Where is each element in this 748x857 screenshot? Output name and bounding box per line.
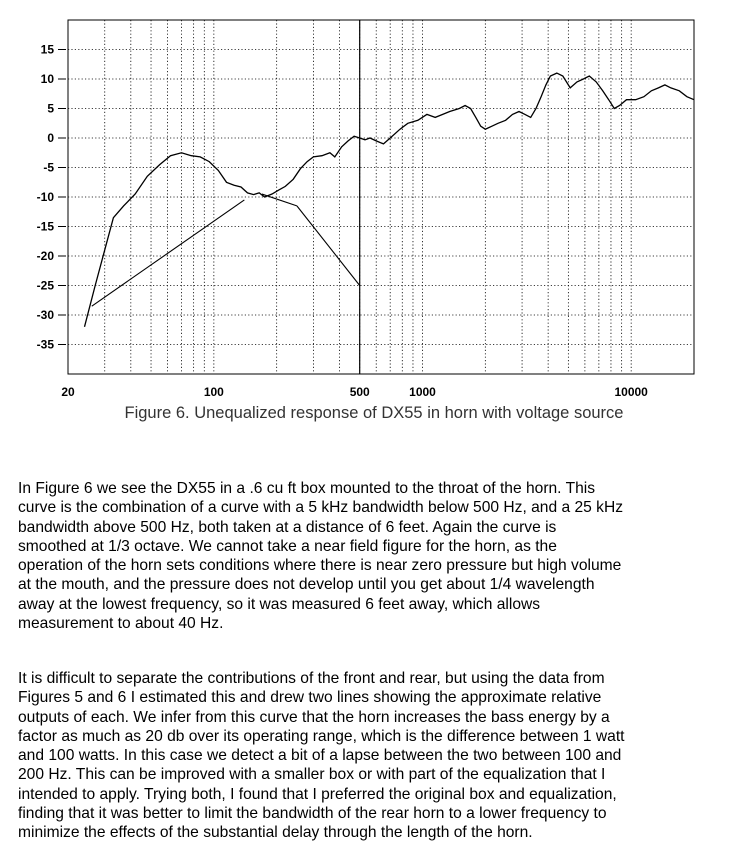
- y-tick-labels: [37, 43, 66, 352]
- text-line: Figures 5 and 6 I estimated this and drew two lines showing the approximate relative: [18, 689, 602, 707]
- x-tick-label: 500: [349, 385, 370, 399]
- chart-grid: [68, 20, 694, 374]
- contribution-line: [297, 206, 360, 286]
- text-line: smoothed at 1/3 octave. We cannot take a near field figure for the horn, as the: [18, 537, 557, 555]
- text-line: It is difficult to separate the contributions of the front and rear, but using the data from: [18, 670, 605, 687]
- y-tick-label: -35: [36, 337, 54, 352]
- y-tick-label: -15: [36, 219, 54, 234]
- y-tick-label: 15: [40, 42, 54, 57]
- text-line: intended to apply. Trying both, I found that I preferred the original box and equalization,: [18, 785, 617, 803]
- figure-caption: Figure 6. Unequalized response of DX55 in horn with voltage source: [124, 404, 624, 422]
- y-tick-label: 10: [40, 72, 54, 86]
- y-tick-label: -10: [36, 190, 54, 204]
- paragraph-2: [18, 669, 740, 843]
- text-line: bandwidth above 500 Hz, both taken at a distance of 6 feet. Again the curve is: [18, 518, 557, 536]
- response-curve: [85, 73, 695, 327]
- text-line: minimize the effects of the substantial delay through the length of the horn.: [18, 824, 533, 842]
- x-tick-label: 10000: [614, 385, 648, 399]
- text-line: curve is the combination of a curve with a 5 kHz bandwidth below 500 Hz, and a 25 kHz: [18, 499, 624, 517]
- y-tick-label: 0: [47, 131, 54, 145]
- contribution-lines: [92, 194, 360, 306]
- x-tick-labels: [61, 385, 648, 399]
- text-line: In Figure 6 we see the DX55 in a .6 cu ft box mounted to the throat of the horn. This: [18, 480, 596, 497]
- text-line: finding that it was better to limit the bandwidth of the rear horn to a lower frequency to: [18, 805, 607, 823]
- text-line: measurement to about 40 Hz.: [18, 615, 224, 633]
- y-tick-label: -30: [36, 308, 54, 322]
- y-tick-label: -25: [36, 278, 54, 293]
- text-line: at the mouth, and the pressure does not develop until you get about 1/4 wavelength: [18, 576, 595, 594]
- response-chart: [0, 0, 748, 400]
- text-line: 200 Hz. This can be improved with a smaller box or with part of the equalization that I: [18, 766, 606, 784]
- x-tick-label: 20: [61, 385, 75, 399]
- x-tick-label: 100: [203, 385, 224, 399]
- text-line: outputs of each. We infer from this curve that the horn increases the bass energy by a: [18, 708, 610, 726]
- y-tick-label: -20: [36, 249, 54, 263]
- text-line: factor as much as 20 db over its operating range, which is the difference between 1 watt: [18, 727, 625, 745]
- y-tick-label: 5: [47, 101, 54, 116]
- text-line: away at the lowest frequency, so it was measured 6 feet away, which allows: [18, 595, 541, 613]
- paragraph-1: [18, 479, 740, 633]
- text-line: and 100 watts. In this case we detect a bit of a lapse between the two between 100 and: [18, 747, 622, 765]
- text-line: operation of the horn sets conditions where there is near zero pressure but high volume: [18, 557, 622, 575]
- x-tick-label: 1000: [409, 385, 436, 399]
- y-tick-label: -5: [43, 160, 54, 175]
